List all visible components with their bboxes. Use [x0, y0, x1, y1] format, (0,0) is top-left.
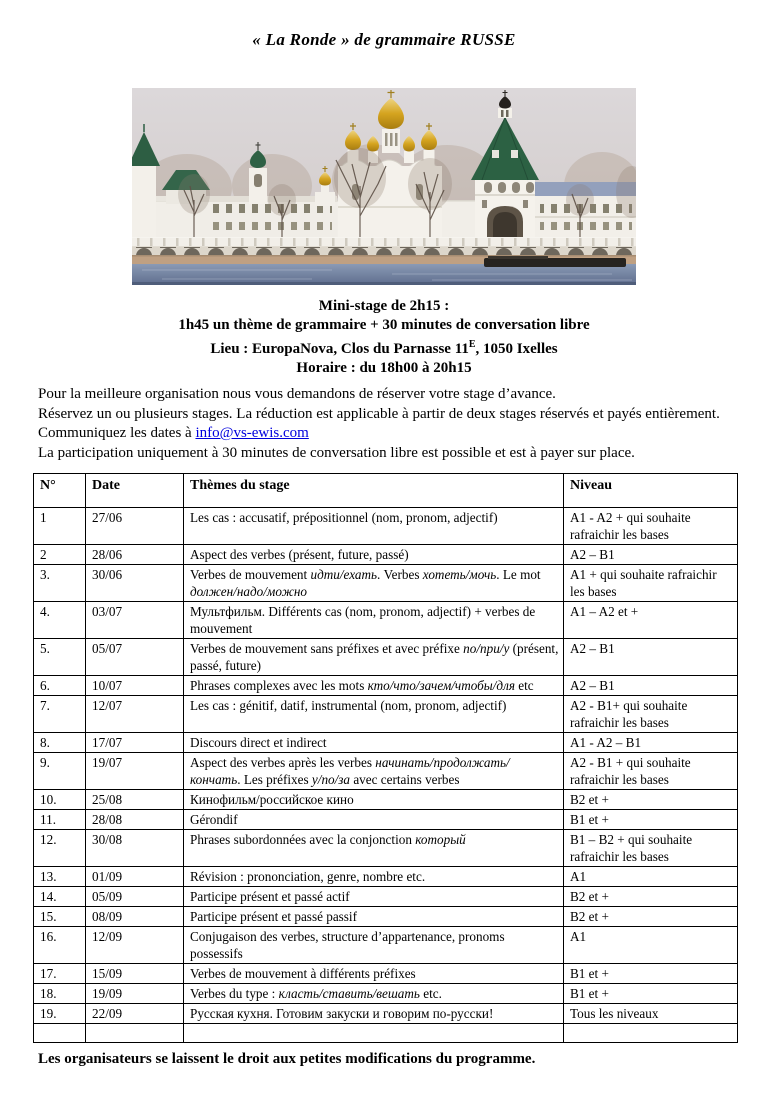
row-date-cell: 19/09 — [86, 984, 184, 1004]
table-row — [34, 984, 738, 1004]
row-niveau-cell: A2 - B1 + qui souhaite rafraichir les bases — [564, 753, 738, 790]
row-niveau-cell — [564, 1024, 738, 1043]
row-niveau-cell: B1 et + — [564, 984, 738, 1004]
row-date-cell: 01/09 — [86, 867, 184, 887]
row-number-cell: 7. — [34, 696, 86, 733]
row-number-cell: 18. — [34, 984, 86, 1004]
row-theme-cell: Participe présent et passé passif — [184, 907, 564, 927]
row-date-cell: 03/07 — [86, 602, 184, 639]
row-theme-cell: Les cas : accusatif, prépositionnel (nom, pronom, adjectif) — [184, 508, 564, 545]
row-theme-cell: Aspect des verbes après les verbes начинать/продолжать/кончать. Les préfixes у/по/за avec certains verbes — [184, 753, 564, 790]
row-date-cell: 25/08 — [86, 790, 184, 810]
note-conversation: La participation uniquement à 30 minutes de conversation libre est possible et est à payer sur place. — [38, 444, 635, 461]
row-niveau-cell: A2 – B1 — [564, 639, 738, 676]
location-text-suffix: , 1050 Ixelles — [475, 341, 558, 357]
table-header-row — [34, 474, 738, 508]
row-date-cell: 05/07 — [86, 639, 184, 676]
row-niveau-cell: B1 et + — [564, 810, 738, 830]
row-theme-cell: Verbes de mouvement à différents préfixes — [184, 964, 564, 984]
row-theme-cell: Кинофильм/российское кино — [184, 790, 564, 810]
row-niveau-cell: B2 et + — [564, 887, 738, 907]
row-number-cell: 12. — [34, 830, 86, 867]
table-row — [34, 867, 738, 887]
row-number-cell: 9. — [34, 753, 86, 790]
row-date-cell: 12/09 — [86, 927, 184, 964]
row-theme-cell: Gérondif — [184, 810, 564, 830]
row-date-cell: 30/08 — [86, 830, 184, 867]
row-number-cell: 14. — [34, 887, 86, 907]
row-number-cell — [34, 1024, 86, 1043]
row-date-cell — [86, 1024, 184, 1043]
row-number-cell: 10. — [34, 790, 86, 810]
table-row — [34, 964, 738, 984]
row-niveau-cell: A2 – B1 — [564, 545, 738, 565]
row-theme-cell: Discours direct et indirect — [184, 733, 564, 753]
location-superscript: E — [468, 339, 476, 350]
row-date-cell: 30/06 — [86, 565, 184, 602]
row-number-cell: 2 — [34, 545, 86, 565]
row-number-cell: 5. — [34, 639, 86, 676]
row-number-cell: 17. — [34, 964, 86, 984]
info-line-location — [0, 335, 768, 359]
row-date-cell: 19/07 — [86, 753, 184, 790]
note-discount-text: Réservez un ou plusieurs stages. La réduction est applicable à partir de deux stages réservés et payés entièrement. Communiquez les dates à — [38, 405, 720, 441]
table-row — [34, 753, 738, 790]
booking-notes — [38, 385, 740, 463]
row-number-cell: 16. — [34, 927, 86, 964]
header-theme: Thèmes du stage — [184, 474, 564, 508]
row-niveau-cell: A2 – B1 — [564, 676, 738, 696]
row-date-cell: 05/09 — [86, 887, 184, 907]
row-niveau-cell: Tous les niveaux — [564, 1004, 738, 1024]
row-date-cell: 17/07 — [86, 733, 184, 753]
row-number-cell: 6. — [34, 676, 86, 696]
row-niveau-cell: A1 - A2 – B1 — [564, 733, 738, 753]
row-theme-cell: Aspect des verbes (présent, future, passé) — [184, 545, 564, 565]
row-theme-cell: Participe présent et passé actif — [184, 887, 564, 907]
table-row — [34, 810, 738, 830]
row-theme-cell: Verbes de mouvement sans préfixes et avec préfixe по/при/у (présent, passé, future) — [184, 639, 564, 676]
row-theme-cell: Verbes du type : класть/ставить/вешать etc. — [184, 984, 564, 1004]
monastery-photo-illustration — [132, 88, 636, 285]
footer-note: Les organisateurs se laissent le droit aux petites modifications du programme. — [38, 1051, 536, 1067]
table-row — [34, 733, 738, 753]
header-date: Date — [86, 474, 184, 508]
row-date-cell: 08/09 — [86, 907, 184, 927]
row-number-cell: 1 — [34, 508, 86, 545]
table-row — [34, 639, 738, 676]
page-title: « La Ronde » de grammaire RUSSE — [252, 30, 516, 49]
row-niveau-cell: B1 – B2 + qui souhaite rafraichir les bases — [564, 830, 738, 867]
table-row — [34, 830, 738, 867]
row-niveau-cell: B2 et + — [564, 790, 738, 810]
stage-table-body — [34, 508, 738, 1043]
row-theme-cell: Les cas : génitif, datif, instrumental (nom, pronom, adjectif) — [184, 696, 564, 733]
row-theme-cell: Conjugaison des verbes, structure d’appartenance, pronoms possessifs — [184, 927, 564, 964]
row-number-cell: 4. — [34, 602, 86, 639]
row-date-cell: 27/06 — [86, 508, 184, 545]
header-num: N° — [34, 474, 86, 508]
row-number-cell: 11. — [34, 810, 86, 830]
row-date-cell: 22/09 — [86, 1004, 184, 1024]
table-row — [34, 602, 738, 639]
table-row — [34, 696, 738, 733]
info-line-schedule: Horaire : du 18h00 à 20h15 — [296, 360, 472, 376]
row-number-cell: 3. — [34, 565, 86, 602]
row-niveau-cell: A2 - B1+ qui souhaite rafraichir les bases — [564, 696, 738, 733]
row-theme-cell: Мультфильм. Différents cas (nom, pronom, adjectif) + verbes de mouvement — [184, 602, 564, 639]
info-line-format: 1h45 un thème de grammaire + 30 minutes de conversation libre — [178, 317, 590, 333]
table-row — [34, 1024, 738, 1043]
row-number-cell: 19. — [34, 1004, 86, 1024]
row-theme-cell: Русская кухня. Готовим закуски и говорим по-русски! — [184, 1004, 564, 1024]
row-theme-cell: Révision : prononciation, genre, nombre etc. — [184, 867, 564, 887]
row-date-cell: 12/07 — [86, 696, 184, 733]
table-row — [34, 907, 738, 927]
row-number-cell: 13. — [34, 867, 86, 887]
stage-table — [33, 473, 738, 1043]
row-niveau-cell: A1 + qui souhaite rafraichir les bases — [564, 565, 738, 602]
row-theme-cell: Verbes de mouvement идти/ехать. Verbes хотеть/мочь. Le mot должен/надо/можно — [184, 565, 564, 602]
table-row — [34, 790, 738, 810]
header-niveau: Niveau — [564, 474, 738, 508]
table-row — [34, 545, 738, 565]
row-number-cell: 8. — [34, 733, 86, 753]
note-reserve: Pour la meilleure organisation nous vous demandons de réserver votre stage d’avance. — [38, 386, 556, 402]
row-theme-cell — [184, 1024, 564, 1043]
table-row — [34, 927, 738, 964]
table-row — [34, 565, 738, 602]
row-theme-cell: Phrases subordonnées avec la conjonction который — [184, 830, 564, 867]
info-line-duration: Mini-stage de 2h15 : — [318, 298, 450, 314]
document-page — [0, 30, 768, 1068]
note-discount — [38, 405, 740, 444]
table-row — [34, 676, 738, 696]
table-row — [34, 1004, 738, 1024]
email-link[interactable]: info@vs-ewis.com — [195, 425, 309, 441]
row-date-cell: 15/09 — [86, 964, 184, 984]
location-text: Lieu : EuropaNova, Clos du Parnasse 11 — [210, 341, 469, 357]
row-niveau-cell: A1 - A2 + qui souhaite rafraichir les bases — [564, 508, 738, 545]
row-number-cell: 15. — [34, 907, 86, 927]
row-niveau-cell: B2 et + — [564, 907, 738, 927]
stage-info-block — [0, 297, 768, 378]
row-niveau-cell: A1 — [564, 867, 738, 887]
row-date-cell: 28/08 — [86, 810, 184, 830]
table-row — [34, 887, 738, 907]
monastery-photo — [132, 88, 636, 285]
row-niveau-cell: A1 – A2 et + — [564, 602, 738, 639]
row-date-cell: 28/06 — [86, 545, 184, 565]
row-niveau-cell: B1 et + — [564, 964, 738, 984]
row-date-cell: 10/07 — [86, 676, 184, 696]
row-theme-cell: Phrases complexes avec les mots кто/что/зачем/чтобы/для etc — [184, 676, 564, 696]
row-niveau-cell: A1 — [564, 927, 738, 964]
table-row — [34, 508, 738, 545]
